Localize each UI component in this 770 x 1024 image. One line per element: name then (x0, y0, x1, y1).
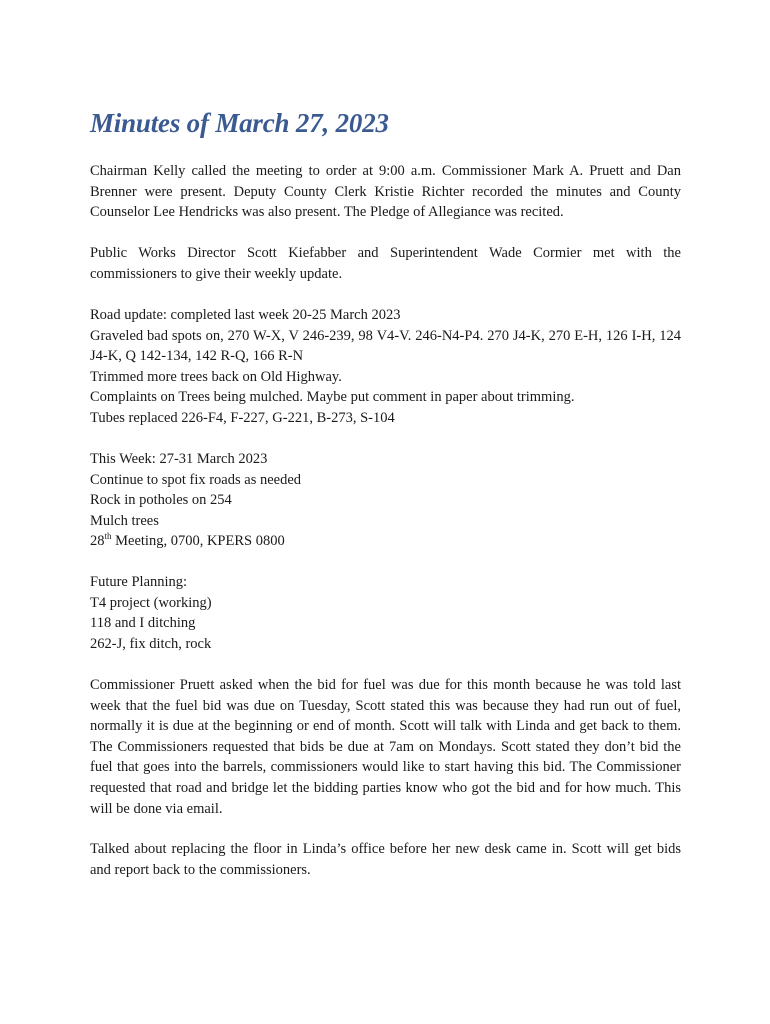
meeting-day-suffix: th (104, 530, 112, 541)
page-title: Minutes of March 27, 2023 (90, 108, 389, 138)
future-planning-section (90, 572, 681, 654)
tubes-replaced-text: Tubes replaced 226-F4, F-227, G-221, B-273, S-104 (90, 409, 395, 426)
meeting-details: Meeting, 0700, KPERS 0800 (111, 533, 285, 550)
trimmed-trees-text: Trimmed more trees back on Old Highway. (90, 368, 342, 385)
meeting-schedule-text (90, 531, 681, 552)
future-planning-heading: Future Planning: (90, 574, 188, 590)
future-planning-item: T4 project (working) (90, 594, 212, 611)
road-update-heading: Road update: completed last week 20-25 March 2023 (90, 307, 401, 323)
graveled-spots-text: Graveled bad spots on, 270 W-X, V 246-239, 98 V4-V. 246-N4-P4. 270 J4-K, 270 E-H, 126 I-H, 124 J4-K, Q 142-134, 142 R-Q, 166 R-N (90, 327, 681, 365)
this-week-item: Rock in potholes on 254 (90, 492, 232, 509)
future-planning-item: 262-J, fix ditch, rock (90, 635, 212, 652)
fuel-bid-paragraph: Commissioner Pruett asked when the bid for fuel was due for this month because he was told last week that the fuel bid was due on Tuesday, Scott stated this was because they had run out of fuel, normally it is due at the beginning or end of month. Scott will talk with Linda and get back to them. The Commissioners requested that bids be due at 7am on Mondays. Scott stated they don’t bid the fuel that goes into the barrels, commissioners would like to start having this bid. The Commissioner requested that road and bridge let the bidding parties know who got the bid and for how much. This will be done via email. (90, 677, 681, 817)
future-planning-item: 118 and I ditching (90, 615, 196, 632)
this-week-item: Mulch trees (90, 512, 159, 529)
this-week-section (90, 449, 681, 552)
road-update-section (90, 305, 681, 429)
opening-paragraph: Chairman Kelly called the meeting to order at 9:00 a.m. Commissioner Mark A. Pruett and Dan Brenner were present. Deputy County Clerk Kristie Richter recorded the minutes and County Counselor Lee Hendricks was also present. The Pledge of Allegiance was recited. (90, 163, 681, 221)
floor-paragraph: Talked about replacing the floor in Linda’s office before her new desk came in. Scott will get bids and report back to the commissioners. (90, 841, 681, 878)
this-week-heading: This Week: 27-31 March 2023 (90, 451, 268, 467)
complaints-text: Complaints on Trees being mulched. Maybe put comment in paper about trimming. (90, 389, 575, 406)
meeting-day: 28 (90, 533, 105, 550)
this-week-item: Continue to spot fix roads as needed (90, 471, 302, 488)
public-works-paragraph: Public Works Director Scott Kiefabber and Superintendent Wade Cormier met with the commissioners to give their weekly update. (90, 245, 681, 282)
